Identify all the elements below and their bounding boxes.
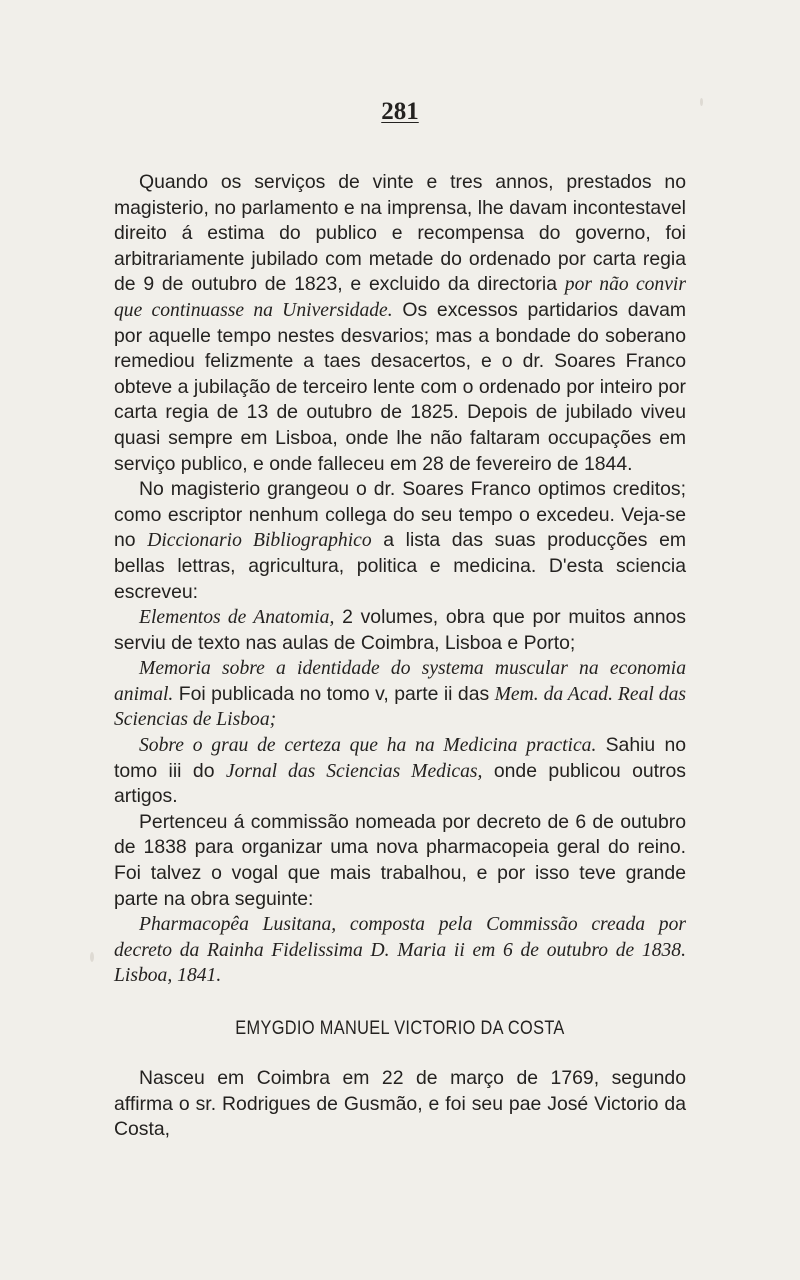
work-pharmacopea [114,912,686,989]
section-text [114,1066,686,1143]
main-text [114,170,686,989]
work-pharmacopea-title: Pharmacopêa Lusitana, composta pela Commissão creada por decreto da Rainha Fidelissima D. Maria ii em 6 de outubro de 1838. Lisboa, 1841. [114,914,686,987]
paragraph-jubilation-start: Quando os serviços de vinte e tres annos, prestados no magisterio, no parlamento e na imprensa, lhe davam incontestavel direito á estima do publico e recompensa do governo, foi arbitrariamente jubilado com metade do ordenado por carta regia de 9 de outubro de 1823, e excluido da directoria [114,171,686,296]
section-heading: EMYGDIO MANUEL VICTORIO DA COSTA [235,1018,565,1039]
work-elementos [114,605,686,656]
paragraph-jubilation [114,170,686,477]
work-elementos-note: 2 volumes, obra que por muitos annos serviu de texto nas aulas de Coimbra, Lisboa e Porto; [114,606,686,654]
paragraph-nasceu: Nasceu em Coimbra em 22 de março de 1769, segundo affirma o sr. Rodrigues de Gusmão, e foi seu pae José Victorio da Costa, [114,1067,686,1141]
work-sobre-o-grau-note: Sahiu no tomo iii do [114,734,687,782]
page-number: 281 [381,98,419,125]
paragraph-magisterio [114,477,686,605]
diccionario-title: Diccionario Bibliographico [147,530,372,552]
work-elementos-title: Elementos de Anatomia, [139,607,335,629]
work-memoria-source: Mem. da Acad. Real das Sciencias de Lisboa; [114,683,686,731]
paragraph-commissao: Pertenceu á commissão nomeada por decreto de 6 de outubro de 1838 para organizar uma nova pharmacopeia geral do reino. Foi talvez o vogal que mais trabalhou, e por isso teve grande parte na obra seguinte: [114,810,686,910]
paragraph-magisterio-rest: a lista das suas producções em bellas lettras, agricultura, politica e medicina. D'esta sciencia escreveu: [114,529,687,603]
paragraph-jubilation-italic: por não convir que continuasse na Universidade. [114,274,686,321]
work-sobre-o-grau-title: Sobre o grau de certeza que ha na Medicina practica. [139,735,597,757]
paper-speck [700,98,703,106]
work-sobre-o-grau-source: Jornal das Sciencias Medicas, [225,760,483,782]
work-memoria-title: Memoria sobre a identidade do systema muscular na economia animal. [114,658,686,705]
work-memoria-note: Foi publicada no tomo v, parte ii das [173,682,495,705]
paper-speck [640,566,645,571]
paper-speck [90,952,94,962]
work-sobre-o-grau-rest: onde publicou outros artigos. [114,759,686,808]
work-sobre-o-grau [114,733,686,810]
work-memoria [114,656,686,733]
paragraph-jubilation-rest: Os excessos partidarios davam por aquelle tempo nestes desvarios; mas a bondade do soberano remediou felizmente a taes desacertos, e o dr. Soares Franco obteve a jubilação de terceiro lente com o ordenado por inteiro por carta regia de 13 de outubro de 1825. Depois de jubilado viveu quasi sempre em Lisboa, onde lhe não faltaram occupações em serviço publico, e onde falleceu em 28 de fevereiro de 1844. [114,298,687,475]
paragraph-magisterio-start: No magisterio grangeou o dr. Soares Franco optimos creditos; como escriptor nenhum collega do seu tempo o excedeu. Veja-se no [114,478,686,552]
